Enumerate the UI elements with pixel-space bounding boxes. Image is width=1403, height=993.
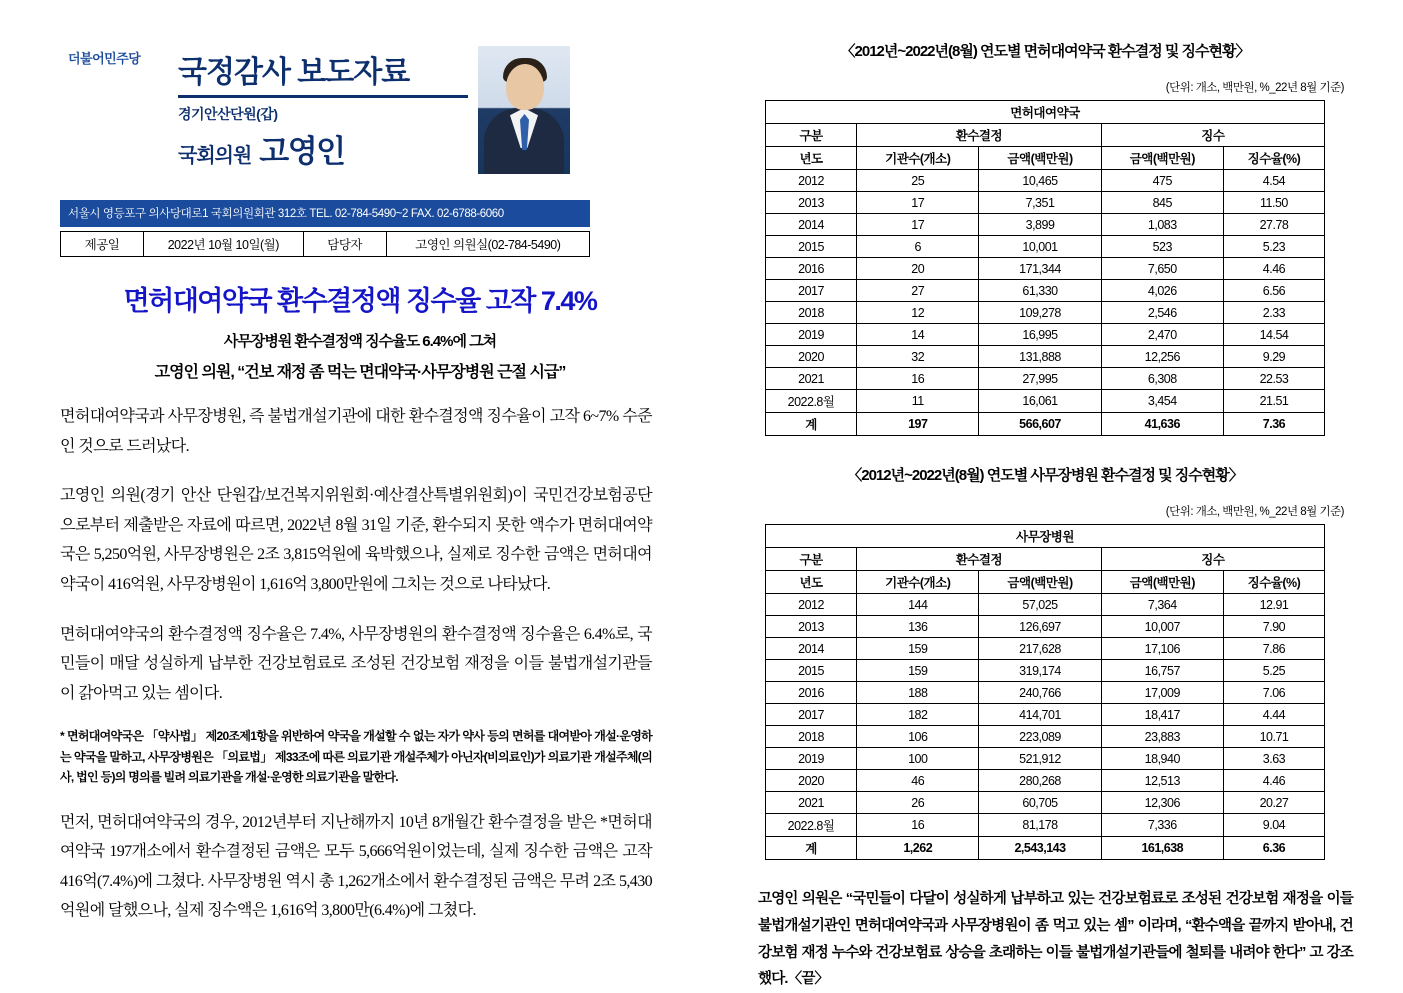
table-cell-3: 3,454: [1101, 390, 1223, 413]
body-paragraph: 먼저, 면허대여약국의 경우, 2012년부터 지난해까지 10년 8개월간 환수결정을 받은 *면허대여약국 197개소에서 환수결정된 금액은 모두 5,666억원이었는데, 실제 징수한 금액은 고작 416억(7.4%)에 그쳤다. 사무장병원 역시 총 1,262개소에서 환수결정된 금액은 무려 2조 5,430억원에 달했으나, 실제 징수액은 1,616억 3,800만(6.4%)에 그쳤다.: [60, 813, 652, 920]
table-cell-3: 16,757: [1101, 660, 1223, 682]
left-column: [60, 40, 660, 926]
table-row: [766, 302, 1325, 324]
table-cell-1: 12: [857, 302, 979, 324]
table-row: [766, 682, 1325, 704]
table-cell-0: 2018: [766, 302, 857, 324]
table1-head-left-1: 구분: [766, 124, 857, 147]
table-cell-4: 20.27: [1223, 792, 1324, 814]
pharmacy-recovery-table: [765, 100, 1325, 436]
table-cell-4: 9.29: [1223, 346, 1324, 368]
right-column: [740, 40, 1353, 993]
table-cell-3: 1,083: [1101, 214, 1223, 236]
provide-date-value: 2022년 10월 10일(월): [144, 232, 304, 257]
table-cell-4: 5.25: [1223, 660, 1324, 682]
table-row: [766, 571, 1325, 594]
table-total-cell-3: 161,638: [1101, 837, 1223, 860]
table-cell-0: 2015: [766, 236, 857, 258]
table-cell-2: 223,089: [979, 726, 1101, 748]
table2-col-0: 기관수(개소): [857, 571, 979, 594]
table-cell-0: 2016: [766, 258, 857, 280]
table-cell-3: 12,256: [1101, 346, 1223, 368]
table2-unit: (단위: 개소, 백만원, %_22년 8월 기준): [1165, 506, 1344, 518]
table-cell-0: 2012: [766, 170, 857, 192]
table-row: [766, 548, 1325, 571]
table2-group-title: 사무장병원: [766, 525, 1325, 548]
table-cell-0: 2013: [766, 616, 857, 638]
politician-photo: [478, 46, 570, 174]
table-total-cell-2: 566,607: [979, 413, 1101, 436]
table-cell-4: 3.63: [1223, 748, 1324, 770]
table-cell-0: 2017: [766, 704, 857, 726]
table-cell-1: 159: [857, 660, 979, 682]
table-total-row: [766, 413, 1325, 436]
table-cell-3: 23,883: [1101, 726, 1223, 748]
table-row: [766, 101, 1325, 124]
table-cell-0: 2020: [766, 770, 857, 792]
body-paragraph: 고영인 의원(경기 안산 단원갑/보건복지위원회·예산결산특별위원회)이 국민건강보험공단으로부터 제출받은 자료에 따르면, 2022년 8월 31일 기준, 환수되지 못한 액수가 면허대여약국은 5,250억원, 사무장병원은 2조 3,815억원에 육박했으나, 실제로 징수한 금액은 면허대여약국이 416억원, 사무장병원이 1,616억 3,800만원에 그치는 것으로 나타났다.: [60, 487, 652, 593]
table-cell-0: 2015: [766, 660, 857, 682]
table-cell-2: 280,268: [979, 770, 1101, 792]
table-cell-3: 2,470: [1101, 324, 1223, 346]
table-row: [766, 792, 1325, 814]
table-row: [766, 324, 1325, 346]
table-cell-4: 4.54: [1223, 170, 1324, 192]
table-row: [766, 390, 1325, 413]
table-cell-4: 22.53: [1223, 368, 1324, 390]
table-cell-2: 521,912: [979, 748, 1101, 770]
table1-col-3: 징수율(%): [1223, 147, 1324, 170]
table-row: [766, 346, 1325, 368]
table-cell-2: 27,995: [979, 368, 1101, 390]
table-row: [766, 660, 1325, 682]
table-cell-4: 4.46: [1223, 258, 1324, 280]
banner-divider: [178, 95, 468, 98]
table-cell-1: 16: [857, 814, 979, 837]
table-cell-4: 6.56: [1223, 280, 1324, 302]
table-cell-4: 12.91: [1223, 594, 1324, 616]
table-cell-3: 6,308: [1101, 368, 1223, 390]
table-cell-3: 18,940: [1101, 748, 1223, 770]
table1-col-2: 금액(백만원): [1101, 147, 1223, 170]
body-paragraph: 면허대여약국의 환수결정액 징수율은 7.4%, 사무장병원의 환수결정액 징수율은 6.4%로, 국민들이 매달 성실하게 납부한 건강보험료로 조성된 건강보험 재정을 이들 불법개설기관들이 갉아먹고 있는 셈이다.: [60, 625, 652, 702]
table-cell-2: 217,628: [979, 638, 1101, 660]
table-cell-1: 144: [857, 594, 979, 616]
table-cell-1: 46: [857, 770, 979, 792]
table-cell-1: 14: [857, 324, 979, 346]
table-cell-1: 100: [857, 748, 979, 770]
contact-value: 고영인 의원실(02-784-5490): [386, 232, 589, 257]
table-row: [766, 368, 1325, 390]
table-row: [766, 147, 1325, 170]
table-cell-3: 7,364: [1101, 594, 1223, 616]
table-cell-3: 2,546: [1101, 302, 1223, 324]
table-cell-0: 2021: [766, 368, 857, 390]
table-cell-1: 188: [857, 682, 979, 704]
table-cell-3: 475: [1101, 170, 1223, 192]
table-cell-0: 2021: [766, 792, 857, 814]
table-cell-4: 7.90: [1223, 616, 1324, 638]
table-cell-3: 7,336: [1101, 814, 1223, 837]
table-total-row: [766, 837, 1325, 860]
table-cell-2: 60,705: [979, 792, 1101, 814]
table-row: [766, 616, 1325, 638]
table-row: [766, 214, 1325, 236]
table2-col-1: 금액(백만원): [979, 571, 1101, 594]
page-title: 면허대여약국 환수결정액 징수율 고작 7.4%: [123, 286, 597, 316]
table-row: [766, 280, 1325, 302]
table-cell-3: 10,007: [1101, 616, 1223, 638]
table-cell-2: 7,351: [979, 192, 1101, 214]
banner-district: 경기안산단원(갑): [178, 106, 278, 122]
table-cell-0: 2018: [766, 726, 857, 748]
table-cell-1: 16: [857, 368, 979, 390]
address-bar: 서울시 영등포구 의사당대로1 국회의원회관 312호 TEL. 02-784-5490~2 FAX. 02-6788-6060: [60, 200, 590, 227]
subheadline-quote: 고영인 의원, “건보 재정 좀 먹는 면대약국·사무장병원 근절 시급”: [154, 364, 566, 381]
table2-col-3: 징수율(%): [1223, 571, 1324, 594]
table-cell-4: 5.23: [1223, 236, 1324, 258]
table-row: [766, 258, 1325, 280]
table-row: [61, 232, 590, 257]
table-row: [766, 770, 1325, 792]
table2-head-left-2: 년도: [766, 571, 857, 594]
table-cell-2: 319,174: [979, 660, 1101, 682]
table-cell-4: 10.71: [1223, 726, 1324, 748]
table2-body: [766, 594, 1325, 860]
table-row: [766, 525, 1325, 548]
table-row: [766, 594, 1325, 616]
table-cell-0: 2022.8월: [766, 814, 857, 837]
table-cell-1: 106: [857, 726, 979, 748]
table-cell-4: 7.86: [1223, 638, 1324, 660]
table-cell-0: 2019: [766, 748, 857, 770]
table-cell-2: 10,465: [979, 170, 1101, 192]
table-cell-4: 9.04: [1223, 814, 1324, 837]
table-total-cell-3: 41,636: [1101, 413, 1223, 436]
table-cell-3: 845: [1101, 192, 1223, 214]
table-cell-2: 131,888: [979, 346, 1101, 368]
table-row: [766, 748, 1325, 770]
table-total-cell-0: 계: [766, 413, 857, 436]
table-cell-0: 2017: [766, 280, 857, 302]
table1-head: [766, 101, 1325, 170]
table-cell-2: 16,061: [979, 390, 1101, 413]
table-cell-0: 2020: [766, 346, 857, 368]
table-cell-1: 25: [857, 170, 979, 192]
table-cell-3: 4,026: [1101, 280, 1223, 302]
table-cell-3: 523: [1101, 236, 1223, 258]
table1-body: [766, 170, 1325, 436]
table1-caption: 〈2012년~2022년(8월) 연도별 면허대여약국 환수결정 및 징수현황〉: [840, 43, 1250, 60]
table-row: [766, 814, 1325, 837]
table-cell-4: 27.78: [1223, 214, 1324, 236]
table-cell-3: 12,306: [1101, 792, 1223, 814]
table-row: [766, 236, 1325, 258]
table-cell-2: 240,766: [979, 682, 1101, 704]
table-cell-4: 4.46: [1223, 770, 1324, 792]
table-cell-1: 32: [857, 346, 979, 368]
table2-caption: 〈2012년~2022년(8월) 연도별 사무장병원 환수결정 및 징수현황〉: [847, 467, 1243, 484]
table-cell-0: 2022.8월: [766, 390, 857, 413]
table-cell-1: 17: [857, 192, 979, 214]
footnote: * 면허대여약국은 「약사법」 제20조제1항을 위반하여 약국을 개설할 수 없는 자가 약사 등의 면허를 대여받아 개설·운영하는 약국을 말하고, 사무장병원은 「의료법」 제33조에 따른 의료기관 개설주체가 아닌자(비의료인)가 의료기관 개설주체(의사, 법인 등)의 명의를 빌려 의료기관을 개설·운영한 의료기관을 말한다.: [60, 729, 652, 785]
table-cell-0: 2019: [766, 324, 857, 346]
table-cell-3: 17,106: [1101, 638, 1223, 660]
table2-head-left-1: 구분: [766, 548, 857, 571]
table2-group-a: 환수결정: [857, 548, 1102, 571]
subheadline: 사무장병원 환수결정액 징수율도 6.4%에 그쳐: [223, 333, 497, 350]
table-cell-3: 12,513: [1101, 770, 1223, 792]
table2-group-b: 징수: [1101, 548, 1324, 571]
banner-role: 국회의원: [178, 145, 252, 167]
table-row: [766, 124, 1325, 147]
table-cell-3: 17,009: [1101, 682, 1223, 704]
table1-unit: (단위: 개소, 백만원, %_22년 8월 기준): [1165, 82, 1344, 94]
table1-group-title: 면허대여약국: [766, 101, 1325, 124]
table1-group-a: 환수결정: [857, 124, 1102, 147]
table-total-cell-1: 197: [857, 413, 979, 436]
header-banner: [60, 40, 590, 200]
table-cell-0: 2013: [766, 192, 857, 214]
table-total-cell-1: 1,262: [857, 837, 979, 860]
table-cell-2: 171,344: [979, 258, 1101, 280]
party-logo: 더불어민주당: [68, 51, 141, 66]
table-cell-0: 2016: [766, 682, 857, 704]
table-row: [766, 704, 1325, 726]
table-total-cell-4: 6.36: [1223, 837, 1324, 860]
table-cell-4: 14.54: [1223, 324, 1324, 346]
table-total-cell-0: 계: [766, 837, 857, 860]
table-cell-2: 414,701: [979, 704, 1101, 726]
table-cell-2: 57,025: [979, 594, 1101, 616]
table-cell-2: 109,278: [979, 302, 1101, 324]
body-paragraph: 면허대여약국과 사무장병원, 즉 불법개설기관에 대한 환수결정액 징수율이 고작 6~7% 수준인 것으로 드러났다.: [60, 408, 652, 455]
table-cell-3: 18,417: [1101, 704, 1223, 726]
table-cell-3: 7,650: [1101, 258, 1223, 280]
table-cell-4: 11.50: [1223, 192, 1324, 214]
table-cell-2: 16,995: [979, 324, 1101, 346]
table-total-cell-4: 7.36: [1223, 413, 1324, 436]
banner-title: 국정감사 보도자료: [178, 56, 410, 89]
table-cell-1: 20: [857, 258, 979, 280]
table-cell-1: 26: [857, 792, 979, 814]
contact-label: 담당자: [303, 232, 386, 257]
table-cell-2: 61,330: [979, 280, 1101, 302]
table-row: [766, 638, 1325, 660]
table-cell-4: 21.51: [1223, 390, 1324, 413]
table-cell-4: 4.44: [1223, 704, 1324, 726]
table-row: [766, 170, 1325, 192]
table-cell-1: 136: [857, 616, 979, 638]
info-table: [60, 231, 590, 257]
table-cell-1: 6: [857, 236, 979, 258]
table1-col-0: 기관수(개소): [857, 147, 979, 170]
table-cell-0: 2012: [766, 594, 857, 616]
table-cell-2: 3,899: [979, 214, 1101, 236]
table-cell-1: 159: [857, 638, 979, 660]
table-row: [766, 726, 1325, 748]
table-cell-2: 126,697: [979, 616, 1101, 638]
table-cell-1: 182: [857, 704, 979, 726]
table-cell-0: 2014: [766, 214, 857, 236]
table1-group-b: 징수: [1101, 124, 1324, 147]
table-cell-4: 7.06: [1223, 682, 1324, 704]
table1-head-left-2: 년도: [766, 147, 857, 170]
table-row: [766, 192, 1325, 214]
table-cell-2: 81,178: [979, 814, 1101, 837]
table-cell-4: 2.33: [1223, 302, 1324, 324]
table1-col-1: 금액(백만원): [979, 147, 1101, 170]
closing-quote: 고영인 의원은 “국민들이 다달이 성실하게 납부하고 있는 건강보험료로 조성된 건강보험 재정을 이들 불법개설기관인 면허대여약국과 사무장병원이 좀 먹고 있는 셈” 이라며, “환수액을 끝까지 받아내, 건강보험 재정 누수와 건강보험료 상승을 초래하는 이들 불법개설기관들에 철퇴를 내려야 한다” 고 강조했다.〈끝〉: [758, 891, 1353, 988]
provide-date-label: 제공일: [61, 232, 144, 257]
banner-person-name: 고영인: [259, 134, 345, 169]
table2-head: [766, 525, 1325, 594]
table-total-cell-2: 2,543,143: [979, 837, 1101, 860]
table-cell-2: 10,001: [979, 236, 1101, 258]
hospital-recovery-table: [765, 524, 1325, 860]
table2-col-2: 금액(백만원): [1101, 571, 1223, 594]
table-cell-1: 27: [857, 280, 979, 302]
table-cell-1: 17: [857, 214, 979, 236]
table-cell-0: 2014: [766, 638, 857, 660]
table-cell-1: 11: [857, 390, 979, 413]
